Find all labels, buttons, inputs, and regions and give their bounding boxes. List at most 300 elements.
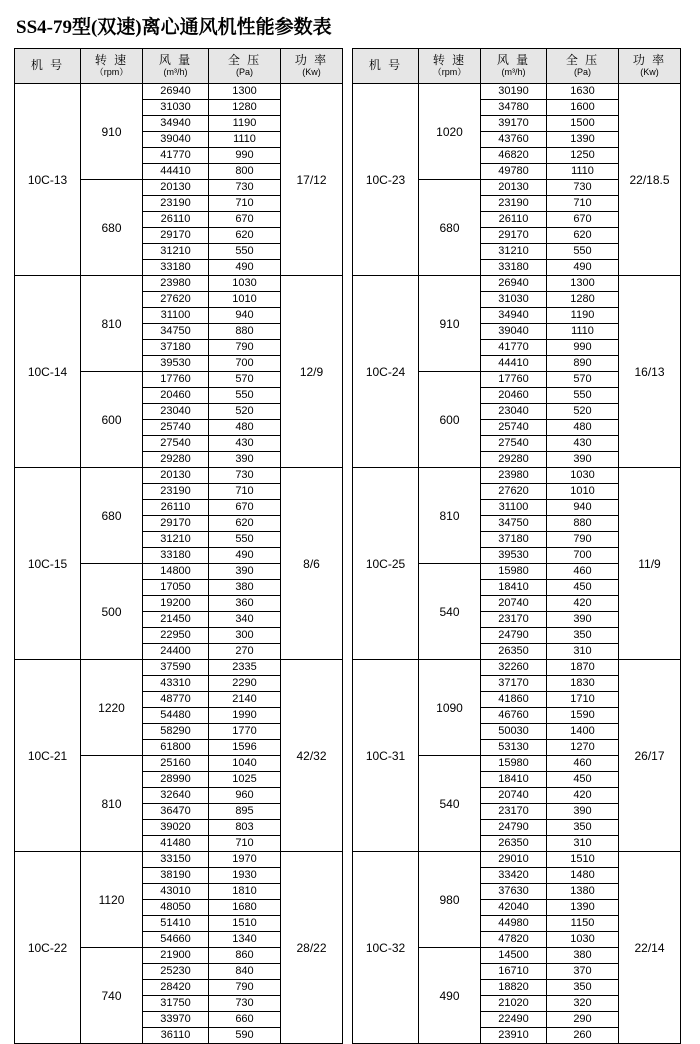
cell-flow: 19200 <box>143 596 209 612</box>
cell-flow: 54660 <box>143 932 209 948</box>
cell-pressure: 480 <box>209 420 281 436</box>
cell-flow: 24790 <box>481 628 547 644</box>
cell-rpm: 600 <box>419 372 481 468</box>
cell-flow: 17760 <box>481 372 547 388</box>
cell-flow: 25740 <box>143 420 209 436</box>
cell-pressure: 1480 <box>547 868 619 884</box>
cell-pressure: 550 <box>209 532 281 548</box>
cell-flow: 15980 <box>481 756 547 772</box>
cell-flow: 20460 <box>143 388 209 404</box>
cell-pressure: 1300 <box>209 84 281 100</box>
cell-flow: 31210 <box>481 244 547 260</box>
cell-pressure: 1830 <box>547 676 619 692</box>
cell-flow: 42040 <box>481 900 547 916</box>
cell-flow: 31210 <box>143 532 209 548</box>
cell-flow: 32260 <box>481 660 547 676</box>
cell-pressure: 1010 <box>209 292 281 308</box>
cell-flow: 28420 <box>143 980 209 996</box>
cell-flow: 17760 <box>143 372 209 388</box>
cell-flow: 33180 <box>143 548 209 564</box>
cell-pressure: 1110 <box>547 164 619 180</box>
cell-pressure: 1190 <box>209 116 281 132</box>
cell-pressure: 1600 <box>547 100 619 116</box>
cell-pressure: 310 <box>547 836 619 852</box>
cell-flow: 33180 <box>143 260 209 276</box>
cell-flow: 33150 <box>143 852 209 868</box>
cell-pressure: 990 <box>209 148 281 164</box>
cell-pressure: 1030 <box>547 468 619 484</box>
cell-model: 10C-24 <box>353 276 419 468</box>
cell-flow: 31210 <box>143 244 209 260</box>
cell-pressure: 1970 <box>209 852 281 868</box>
cell-flow: 27540 <box>143 436 209 452</box>
cell-rpm: 910 <box>81 84 143 180</box>
cell-flow: 37180 <box>143 340 209 356</box>
cell-rpm: 980 <box>419 852 481 948</box>
cell-flow: 31100 <box>481 500 547 516</box>
cell-flow: 29170 <box>143 516 209 532</box>
cell-flow: 31100 <box>143 308 209 324</box>
cell-pressure: 710 <box>547 196 619 212</box>
cell-pressure: 860 <box>209 948 281 964</box>
cell-flow: 26110 <box>143 500 209 516</box>
cell-flow: 38190 <box>143 868 209 884</box>
cell-pressure: 350 <box>547 628 619 644</box>
cell-pressure: 420 <box>547 596 619 612</box>
cell-pressure: 1250 <box>547 148 619 164</box>
cell-flow: 37590 <box>143 660 209 676</box>
cell-pressure: 960 <box>209 788 281 804</box>
cell-pressure: 710 <box>209 836 281 852</box>
cell-pressure: 730 <box>209 468 281 484</box>
cell-flow: 41860 <box>481 692 547 708</box>
table-row <box>15 84 343 100</box>
cell-pressure: 390 <box>547 804 619 820</box>
cell-pressure: 1870 <box>547 660 619 676</box>
cell-pressure: 2140 <box>209 692 281 708</box>
cell-power: 8/6 <box>281 468 343 660</box>
cell-flow: 25740 <box>481 420 547 436</box>
cell-pressure: 730 <box>209 996 281 1012</box>
cell-flow: 37630 <box>481 884 547 900</box>
cell-flow: 17050 <box>143 580 209 596</box>
cell-flow: 23040 <box>143 404 209 420</box>
cell-rpm: 740 <box>81 948 143 1044</box>
cell-flow: 46760 <box>481 708 547 724</box>
cell-rpm: 1020 <box>419 84 481 180</box>
cell-pressure: 700 <box>547 548 619 564</box>
cell-flow: 41770 <box>481 340 547 356</box>
cell-rpm: 810 <box>419 468 481 564</box>
cell-flow: 61800 <box>143 740 209 756</box>
cell-rpm: 910 <box>419 276 481 372</box>
cell-pressure: 290 <box>547 1012 619 1028</box>
cell-model: 10C-15 <box>15 468 81 660</box>
cell-flow: 20740 <box>481 596 547 612</box>
cell-pressure: 1030 <box>547 932 619 948</box>
cell-flow: 22950 <box>143 628 209 644</box>
cell-pressure: 1930 <box>209 868 281 884</box>
cell-pressure: 1010 <box>547 484 619 500</box>
cell-flow: 31750 <box>143 996 209 1012</box>
cell-flow: 39530 <box>143 356 209 372</box>
cell-pressure: 390 <box>547 452 619 468</box>
cell-power: 16/13 <box>619 276 681 468</box>
cell-model: 10C-14 <box>15 276 81 468</box>
cell-flow: 47820 <box>481 932 547 948</box>
cell-pressure: 790 <box>209 340 281 356</box>
cell-pressure: 550 <box>547 244 619 260</box>
cell-rpm: 680 <box>81 180 143 276</box>
cell-power: 12/9 <box>281 276 343 468</box>
cell-pressure: 370 <box>547 964 619 980</box>
cell-flow: 25230 <box>143 964 209 980</box>
cell-rpm: 810 <box>81 276 143 372</box>
cell-flow: 34780 <box>481 100 547 116</box>
cell-pressure: 1680 <box>209 900 281 916</box>
cell-flow: 36470 <box>143 804 209 820</box>
cell-pressure: 1990 <box>209 708 281 724</box>
cell-pressure: 570 <box>209 372 281 388</box>
cell-pressure: 880 <box>547 516 619 532</box>
cell-flow: 34940 <box>481 308 547 324</box>
cell-flow: 21020 <box>481 996 547 1012</box>
cell-flow: 37170 <box>481 676 547 692</box>
header-pressure: 全 压 (Pa) <box>209 49 281 84</box>
cell-flow: 24400 <box>143 644 209 660</box>
cell-pressure: 420 <box>547 788 619 804</box>
cell-pressure: 1390 <box>547 900 619 916</box>
table-row <box>353 660 681 676</box>
cell-pressure: 670 <box>209 500 281 516</box>
cell-flow: 34750 <box>481 516 547 532</box>
header-model: 机 号 <box>15 49 81 84</box>
cell-pressure: 880 <box>209 324 281 340</box>
cell-pressure: 550 <box>209 388 281 404</box>
cell-pressure: 1510 <box>547 852 619 868</box>
cell-pressure: 670 <box>209 212 281 228</box>
cell-pressure: 1030 <box>209 276 281 292</box>
cell-flow: 20130 <box>143 180 209 196</box>
cell-flow: 20130 <box>143 468 209 484</box>
cell-model: 10C-31 <box>353 660 419 852</box>
cell-flow: 23190 <box>143 196 209 212</box>
cell-flow: 43760 <box>481 132 547 148</box>
cell-pressure: 380 <box>547 948 619 964</box>
cell-flow: 27620 <box>481 484 547 500</box>
cell-pressure: 490 <box>209 260 281 276</box>
header-rpm: 转 速 （rpm） <box>81 49 143 84</box>
cell-flow: 26350 <box>481 836 547 852</box>
cell-flow: 26940 <box>481 276 547 292</box>
cell-power: 22/18.5 <box>619 84 681 276</box>
cell-flow: 49780 <box>481 164 547 180</box>
cell-pressure: 1810 <box>209 884 281 900</box>
cell-pressure: 520 <box>209 404 281 420</box>
cell-rpm: 600 <box>81 372 143 468</box>
cell-flow: 34750 <box>143 324 209 340</box>
cell-flow: 50030 <box>481 724 547 740</box>
cell-flow: 33970 <box>143 1012 209 1028</box>
cell-pressure: 895 <box>209 804 281 820</box>
cell-flow: 20130 <box>481 180 547 196</box>
cell-flow: 30190 <box>481 84 547 100</box>
cell-flow: 18820 <box>481 980 547 996</box>
cell-flow: 15980 <box>481 564 547 580</box>
cell-rpm: 540 <box>419 756 481 852</box>
cell-flow: 41770 <box>143 148 209 164</box>
cell-pressure: 790 <box>547 532 619 548</box>
cell-pressure: 380 <box>209 580 281 596</box>
cell-flow: 33180 <box>481 260 547 276</box>
cell-pressure: 570 <box>547 372 619 388</box>
cell-flow: 18410 <box>481 580 547 596</box>
cell-rpm: 490 <box>419 948 481 1044</box>
cell-pressure: 660 <box>209 1012 281 1028</box>
tables-container <box>0 39 700 1044</box>
table-row <box>15 276 343 292</box>
cell-flow: 28990 <box>143 772 209 788</box>
cell-power: 42/32 <box>281 660 343 852</box>
cell-flow: 23170 <box>481 612 547 628</box>
cell-pressure: 840 <box>209 964 281 980</box>
cell-flow: 32640 <box>143 788 209 804</box>
cell-pressure: 360 <box>209 596 281 612</box>
table-header-left <box>15 49 343 84</box>
cell-rpm: 680 <box>81 468 143 564</box>
cell-flow: 29280 <box>481 452 547 468</box>
cell-rpm: 540 <box>419 564 481 660</box>
table-row <box>353 468 681 484</box>
header-power: 功 率 (Kw) <box>281 49 343 84</box>
cell-pressure: 1280 <box>209 100 281 116</box>
cell-pressure: 1630 <box>547 84 619 100</box>
cell-pressure: 390 <box>547 612 619 628</box>
cell-pressure: 710 <box>209 484 281 500</box>
cell-flow: 46820 <box>481 148 547 164</box>
cell-pressure: 430 <box>209 436 281 452</box>
cell-flow: 23910 <box>481 1028 547 1044</box>
cell-pressure: 550 <box>547 388 619 404</box>
cell-pressure: 620 <box>547 228 619 244</box>
cell-power: 22/14 <box>619 852 681 1044</box>
cell-pressure: 940 <box>209 308 281 324</box>
cell-pressure: 1150 <box>547 916 619 932</box>
cell-pressure: 1596 <box>209 740 281 756</box>
cell-flow: 44410 <box>481 356 547 372</box>
cell-model: 10C-21 <box>15 660 81 852</box>
cell-pressure: 390 <box>209 452 281 468</box>
cell-flow: 48770 <box>143 692 209 708</box>
table-body-left <box>15 84 343 1044</box>
cell-pressure: 320 <box>547 996 619 1012</box>
cell-pressure: 803 <box>209 820 281 836</box>
cell-pressure: 490 <box>209 548 281 564</box>
cell-flow: 44410 <box>143 164 209 180</box>
cell-flow: 24790 <box>481 820 547 836</box>
cell-pressure: 620 <box>209 228 281 244</box>
performance-table-left <box>14 48 343 1044</box>
header-rpm: 转 速 （rpm） <box>419 49 481 84</box>
cell-pressure: 310 <box>547 644 619 660</box>
cell-pressure: 2290 <box>209 676 281 692</box>
cell-flow: 16710 <box>481 964 547 980</box>
cell-model: 10C-13 <box>15 84 81 276</box>
cell-pressure: 1710 <box>547 692 619 708</box>
cell-pressure: 1025 <box>209 772 281 788</box>
cell-flow: 34940 <box>143 116 209 132</box>
header-flow: 风 量 (m³/h) <box>481 49 547 84</box>
cell-pressure: 1510 <box>209 916 281 932</box>
cell-flow: 58290 <box>143 724 209 740</box>
cell-pressure: 490 <box>547 260 619 276</box>
cell-flow: 39020 <box>143 820 209 836</box>
cell-pressure: 1110 <box>209 132 281 148</box>
cell-pressure: 430 <box>547 436 619 452</box>
cell-flow: 23980 <box>143 276 209 292</box>
cell-flow: 22490 <box>481 1012 547 1028</box>
cell-flow: 23980 <box>481 468 547 484</box>
cell-flow: 37180 <box>481 532 547 548</box>
cell-pressure: 730 <box>547 180 619 196</box>
cell-pressure: 1390 <box>547 132 619 148</box>
table-row <box>15 468 343 484</box>
cell-pressure: 1280 <box>547 292 619 308</box>
cell-flow: 39040 <box>481 324 547 340</box>
cell-pressure: 270 <box>209 644 281 660</box>
cell-pressure: 590 <box>209 1028 281 1044</box>
cell-pressure: 520 <box>547 404 619 420</box>
cell-flow: 26940 <box>143 84 209 100</box>
cell-flow: 48050 <box>143 900 209 916</box>
performance-table-right <box>352 48 681 1044</box>
cell-flow: 14800 <box>143 564 209 580</box>
cell-model: 10C-25 <box>353 468 419 660</box>
table-row <box>353 852 681 868</box>
cell-flow: 14500 <box>481 948 547 964</box>
cell-pressure: 1190 <box>547 308 619 324</box>
header-power: 功 率 (Kw) <box>619 49 681 84</box>
cell-pressure: 1270 <box>547 740 619 756</box>
cell-flow: 20460 <box>481 388 547 404</box>
cell-flow: 36110 <box>143 1028 209 1044</box>
cell-flow: 29170 <box>143 228 209 244</box>
cell-flow: 23170 <box>481 804 547 820</box>
cell-flow: 43310 <box>143 676 209 692</box>
cell-rpm: 1120 <box>81 852 143 948</box>
cell-pressure: 1400 <box>547 724 619 740</box>
cell-flow: 25160 <box>143 756 209 772</box>
table-header-right <box>353 49 681 84</box>
cell-flow: 29010 <box>481 852 547 868</box>
cell-flow: 39530 <box>481 548 547 564</box>
cell-pressure: 480 <box>547 420 619 436</box>
cell-pressure: 1340 <box>209 932 281 948</box>
cell-flow: 26110 <box>143 212 209 228</box>
header-pressure: 全 压 (Pa) <box>547 49 619 84</box>
cell-power: 11/9 <box>619 468 681 660</box>
cell-pressure: 450 <box>547 580 619 596</box>
cell-pressure: 340 <box>209 612 281 628</box>
cell-flow: 43010 <box>143 884 209 900</box>
cell-flow: 23190 <box>481 196 547 212</box>
cell-flow: 29280 <box>143 452 209 468</box>
cell-rpm: 1220 <box>81 660 143 756</box>
cell-pressure: 550 <box>209 244 281 260</box>
cell-power: 17/12 <box>281 84 343 276</box>
cell-model: 10C-23 <box>353 84 419 276</box>
cell-flow: 39040 <box>143 132 209 148</box>
cell-pressure: 2335 <box>209 660 281 676</box>
cell-flow: 18410 <box>481 772 547 788</box>
cell-pressure: 450 <box>547 772 619 788</box>
cell-power: 26/17 <box>619 660 681 852</box>
cell-pressure: 620 <box>209 516 281 532</box>
cell-pressure: 790 <box>209 980 281 996</box>
cell-flow: 27540 <box>481 436 547 452</box>
cell-flow: 20740 <box>481 788 547 804</box>
cell-flow: 23190 <box>143 484 209 500</box>
cell-flow: 21450 <box>143 612 209 628</box>
cell-flow: 51410 <box>143 916 209 932</box>
table-row <box>15 660 343 676</box>
header-model: 机 号 <box>353 49 419 84</box>
page-title: SS4-79型(双速)离心通风机性能参数表 <box>16 17 332 38</box>
cell-pressure: 460 <box>547 756 619 772</box>
cell-pressure: 350 <box>547 980 619 996</box>
cell-flow: 39170 <box>481 116 547 132</box>
cell-model: 10C-32 <box>353 852 419 1044</box>
cell-flow: 26350 <box>481 644 547 660</box>
cell-pressure: 1590 <box>547 708 619 724</box>
cell-flow: 29170 <box>481 228 547 244</box>
cell-flow: 41480 <box>143 836 209 852</box>
cell-pressure: 700 <box>209 356 281 372</box>
cell-pressure: 1770 <box>209 724 281 740</box>
cell-pressure: 260 <box>547 1028 619 1044</box>
cell-power: 28/22 <box>281 852 343 1044</box>
cell-pressure: 670 <box>547 212 619 228</box>
cell-pressure: 300 <box>209 628 281 644</box>
cell-pressure: 1040 <box>209 756 281 772</box>
cell-pressure: 460 <box>547 564 619 580</box>
cell-flow: 26110 <box>481 212 547 228</box>
cell-pressure: 1500 <box>547 116 619 132</box>
cell-flow: 44980 <box>481 916 547 932</box>
cell-flow: 54480 <box>143 708 209 724</box>
cell-pressure: 890 <box>547 356 619 372</box>
cell-pressure: 990 <box>547 340 619 356</box>
cell-rpm: 500 <box>81 564 143 660</box>
cell-rpm: 680 <box>419 180 481 276</box>
cell-pressure: 1300 <box>547 276 619 292</box>
cell-flow: 31030 <box>481 292 547 308</box>
cell-model: 10C-22 <box>15 852 81 1044</box>
cell-pressure: 710 <box>209 196 281 212</box>
table-body-right <box>353 84 681 1044</box>
cell-pressure: 1110 <box>547 324 619 340</box>
table-row <box>353 276 681 292</box>
cell-pressure: 350 <box>547 820 619 836</box>
cell-flow: 53130 <box>481 740 547 756</box>
table-row <box>353 84 681 100</box>
cell-pressure: 940 <box>547 500 619 516</box>
cell-pressure: 730 <box>209 180 281 196</box>
cell-flow: 27620 <box>143 292 209 308</box>
cell-flow: 33420 <box>481 868 547 884</box>
cell-flow: 21900 <box>143 948 209 964</box>
header-flow: 风 量 (m³/h) <box>143 49 209 84</box>
